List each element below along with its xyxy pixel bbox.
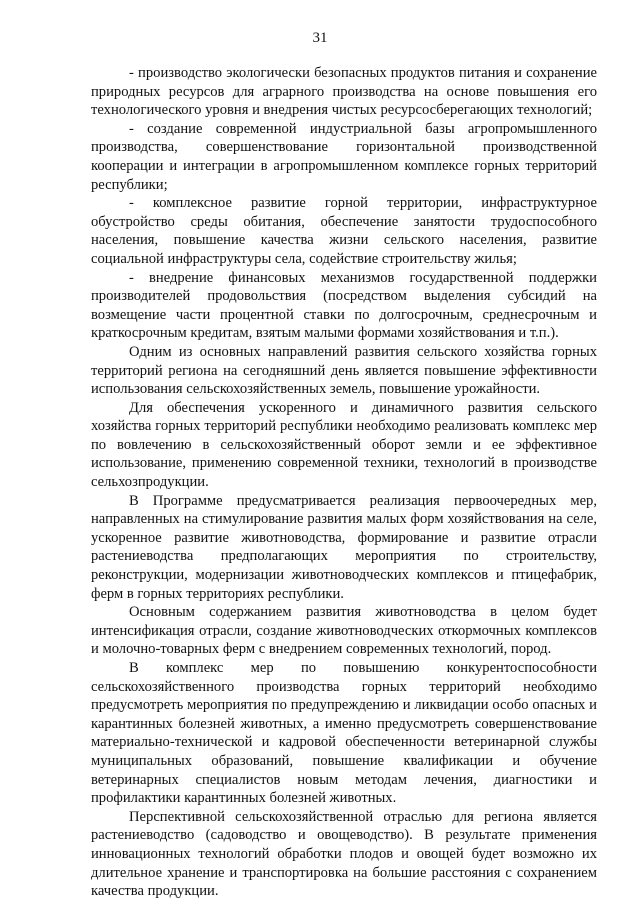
body-paragraph-1: Одним из основных направлений развития сельского хозяйства горных территорий региона на сегодняшний день является повышение эффективности использования сельскохозяйственных земель, повышение урожайности. (91, 343, 597, 398)
bullet-paragraph-1: - производство экологически безопасных продуктов питания и сохранение природных ресурсов для аграрного производства на основе повышения его технологического уровня и внедрения чистых ресурсосберегающих технологий; (91, 65, 597, 119)
bullet-paragraph-4: - внедрение финансовых механизмов государственной поддержки производителей продовольствия (посредством выделения субсидий на возмещение части процентной ставки по долгосрочным, среднесрочным и краткосрочным кредитам, взятым малыми формами хозяйствования и т.п.). (91, 269, 597, 342)
body-paragraph-2: Для обеспечения ускоренного и динамичного развития сельского хозяйства горных территорий республики необходимо реализовать комплекс мер по вовлечению в сельскохозяйственный оборот земли и ее эффективное использование, применению современной техники, технологий в производстве сельхозпродукции. (91, 399, 597, 491)
page-body (91, 64, 597, 901)
body-paragraph-5: В комплекс мер по повышению конкурентоспособности сельскохозяйственного производства горных территорий необходимо предусмотреть мероприятия по предупреждению и ликвидации особо опасных и карантинных болезней животных, а именно предусмотреть совершенствование материально-технической и кадровой обеспеченности ветеринарной службы муниципальных образований, повышение квалификации и обучение ветеринарных специалистов новым методам лечения, диагностики и профилактики карантинных болезней животных. (91, 660, 597, 807)
bullet-paragraph-2: - создание современной индустриальной базы агропромышленного производства, совершенствование горизонтальной производственной кооперации и интеграции в агропромышленном комплексе горных территорий республики; (91, 120, 597, 193)
page-number: 31 (312, 30, 328, 46)
body-paragraph-4: Основным содержанием развития животноводства в целом будет интенсификация отрасли, создание животноводческих откормочных комплексов и молочно-товарных ферм с внедрением современных технологий, пород. (91, 604, 597, 658)
body-paragraph-6: Перспективной сельскохозяйственной отраслью для региона является растениеводство (садоводство и овощеводство). В результате применения инновационных технологий обработки плодов и овощей будет возможно их длительное хранение и транспортировка на большие расстояния с сохранением качества продукции. (91, 808, 597, 900)
bullet-paragraph-3: - комплексное развитие горной территории, инфраструктурное обустройство среды обитания, обеспечение занятости трудоспособного населения, повышение качества жизни сельского населения, развитие социальной инфраструктуры села, содействие строительству жилья; (91, 195, 597, 267)
body-paragraph-3: В Программе предусматривается реализация первоочередных мер, направленных на стимулирование развития малых форм хозяйствования на селе, ускоренное развитие животноводства, формирование и развитие отрасли растениеводства предполагающих мероприятия по строительству, реконструкции, модернизации животноводческих комплексов и птицефабрик, ферм в горных территориях республики. (91, 492, 597, 602)
